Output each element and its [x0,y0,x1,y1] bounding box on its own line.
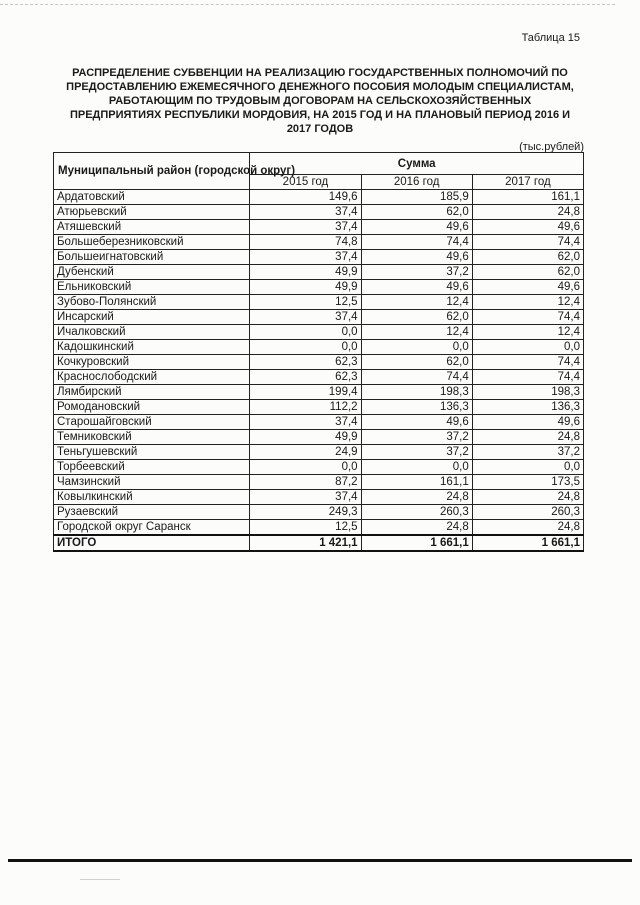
value-2016: 136,3 [361,400,472,415]
value-2016: 161,1 [361,475,472,490]
total-label: ИТОГО [54,535,250,551]
value-2016: 0,0 [361,340,472,355]
value-2017: 74,4 [472,235,583,250]
value-2017: 0,0 [472,460,583,475]
bottom-divider [8,859,632,862]
value-2017: 49,6 [472,280,583,295]
value-2016: 12,4 [361,325,472,340]
value-2016: 0,0 [361,460,472,475]
column-header-sum: Сумма [250,153,584,175]
title-line: ПРЕДПРИЯТИЯХ РЕСПУБЛИКИ МОРДОВИЯ, НА 2015 ГОД И НА ПЛАНОВЫЙ ПЕРИОД 2016 И [69,109,571,121]
value-2016: 37,2 [361,430,472,445]
value-2015: 74,8 [250,235,361,250]
value-2016: 260,3 [361,505,472,520]
value-2015: 49,9 [250,265,361,280]
value-2017: 62,0 [472,265,583,280]
column-header-2016: 2016 год [361,175,472,190]
document-title [40,66,600,136]
value-2017: 198,3 [472,385,583,400]
table-row [54,190,584,205]
district-name: Городской округ Саранск [54,520,250,536]
value-2016: 49,6 [361,280,472,295]
title-line: ПРЕДОСТАВЛЕНИЮ ЕЖЕМЕСЯЧНОГО ДЕНЕЖНОГО ПОСОБИЯ МОЛОДЫМ СПЕЦИАЛИСТАМ, [66,81,574,93]
value-2015: 199,4 [250,385,361,400]
table-row [54,415,584,430]
district-name: Ельниковский [54,280,250,295]
value-2016: 49,6 [361,415,472,430]
value-2016: 74,4 [361,235,472,250]
value-2017: 173,5 [472,475,583,490]
value-2016: 185,9 [361,190,472,205]
table-row [54,235,584,250]
value-2017: 12,4 [472,325,583,340]
district-name: Кадошкинский [54,340,250,355]
value-2015: 0,0 [250,340,361,355]
title-line: РАСПРЕДЕЛЕНИЕ СУБВЕНЦИИ НА РЕАЛИЗАЦИЮ ГОСУДАРСТВЕННЫХ ПОЛНОМОЧИЙ ПО [72,67,568,79]
value-2015: 62,3 [250,370,361,385]
value-2016: 49,6 [361,250,472,265]
table-row [54,370,584,385]
value-2015: 37,4 [250,490,361,505]
value-2017: 74,4 [472,370,583,385]
subsidy-table [53,152,584,552]
table-row [54,250,584,265]
district-name: Кочкуровский [54,355,250,370]
table-row [54,490,584,505]
table-row [54,460,584,475]
table-row [54,355,584,370]
value-2017: 49,6 [472,415,583,430]
value-2015: 62,3 [250,355,361,370]
district-name: Ромодановский [54,400,250,415]
footer-mark [80,879,120,880]
district-name: Теньгушевский [54,445,250,460]
value-2017: 12,4 [472,295,583,310]
table-row [54,205,584,220]
column-header-district: Муниципальный район (городской округ) [54,153,250,190]
table-row [54,340,584,355]
value-2015: 149,6 [250,190,361,205]
table-body [54,190,584,552]
district-name: Ковылкинский [54,490,250,505]
district-name: Краснослободский [54,370,250,385]
district-name: Атюрьевский [54,205,250,220]
value-2017: 24,8 [472,490,583,505]
value-2016: 62,0 [361,205,472,220]
district-name: Темниковский [54,430,250,445]
value-2017: 62,0 [472,250,583,265]
value-2016: 62,0 [361,310,472,325]
value-2017: 0,0 [472,340,583,355]
total-2017: 1 661,1 [472,535,583,551]
table-row [54,280,584,295]
total-2015: 1 421,1 [250,535,361,551]
value-2015: 37,4 [250,415,361,430]
district-name: Старошайговский [54,415,250,430]
value-2016: 74,4 [361,370,472,385]
value-2017: 24,8 [472,520,583,536]
district-name: Атяшевский [54,220,250,235]
district-name: Зубово-Полянский [54,295,250,310]
value-2015: 249,3 [250,505,361,520]
value-2016: 12,4 [361,295,472,310]
district-name: Ардатовский [54,190,250,205]
value-2015: 0,0 [250,460,361,475]
value-2016: 37,2 [361,265,472,280]
value-2017: 74,4 [472,310,583,325]
value-2017: 136,3 [472,400,583,415]
table-row [54,265,584,280]
district-name: Чамзинский [54,475,250,490]
district-name: Лямбирский [54,385,250,400]
value-2017: 74,4 [472,355,583,370]
table-row [54,475,584,490]
table-row [54,295,584,310]
value-2015: 87,2 [250,475,361,490]
value-2015: 0,0 [250,325,361,340]
value-2015: 12,5 [250,520,361,536]
district-name: Торбеевский [54,460,250,475]
total-row [54,535,584,551]
district-name: Большеберезниковский [54,235,250,250]
table-row [54,505,584,520]
table-row [54,400,584,415]
title-line: РАБОТАЮЩИМ ПО ТРУДОВЫМ ДОГОВОРАМ НА СЕЛЬСКОХОЗЯЙСТВЕННЫХ [108,95,532,107]
district-name: Дубенский [54,265,250,280]
table-number-label: Таблица 15 [521,32,580,44]
table-row [54,385,584,400]
table-row [54,520,584,536]
value-2017: 49,6 [472,220,583,235]
value-2017: 37,2 [472,445,583,460]
table-row [54,430,584,445]
value-2015: 112,2 [250,400,361,415]
district-name: Инсарский [54,310,250,325]
value-2016: 37,2 [361,445,472,460]
table-row [54,310,584,325]
units-note: (тыс.рублей) [519,141,584,153]
total-2016: 1 661,1 [361,535,472,551]
value-2017: 24,8 [472,430,583,445]
value-2015: 37,4 [250,220,361,235]
value-2017: 24,8 [472,205,583,220]
column-header-2017: 2017 год [472,175,583,190]
table-row [54,220,584,235]
district-name: Рузаевский [54,505,250,520]
value-2015: 37,4 [250,205,361,220]
value-2015: 37,4 [250,310,361,325]
title-line: 2017 ГОДОВ [286,123,354,135]
value-2017: 161,1 [472,190,583,205]
value-2015: 24,9 [250,445,361,460]
value-2015: 49,9 [250,280,361,295]
value-2016: 24,8 [361,490,472,505]
value-2015: 49,9 [250,430,361,445]
value-2016: 62,0 [361,355,472,370]
value-2016: 198,3 [361,385,472,400]
table-row [54,445,584,460]
value-2015: 37,4 [250,250,361,265]
district-name: Ичалковский [54,325,250,340]
table-row [54,325,584,340]
value-2017: 260,3 [472,505,583,520]
value-2016: 24,8 [361,520,472,536]
value-2016: 49,6 [361,220,472,235]
district-name: Большеигнатовский [54,250,250,265]
top-divider [0,4,615,5]
column-header-2015: 2015 год [250,175,361,190]
value-2015: 12,5 [250,295,361,310]
